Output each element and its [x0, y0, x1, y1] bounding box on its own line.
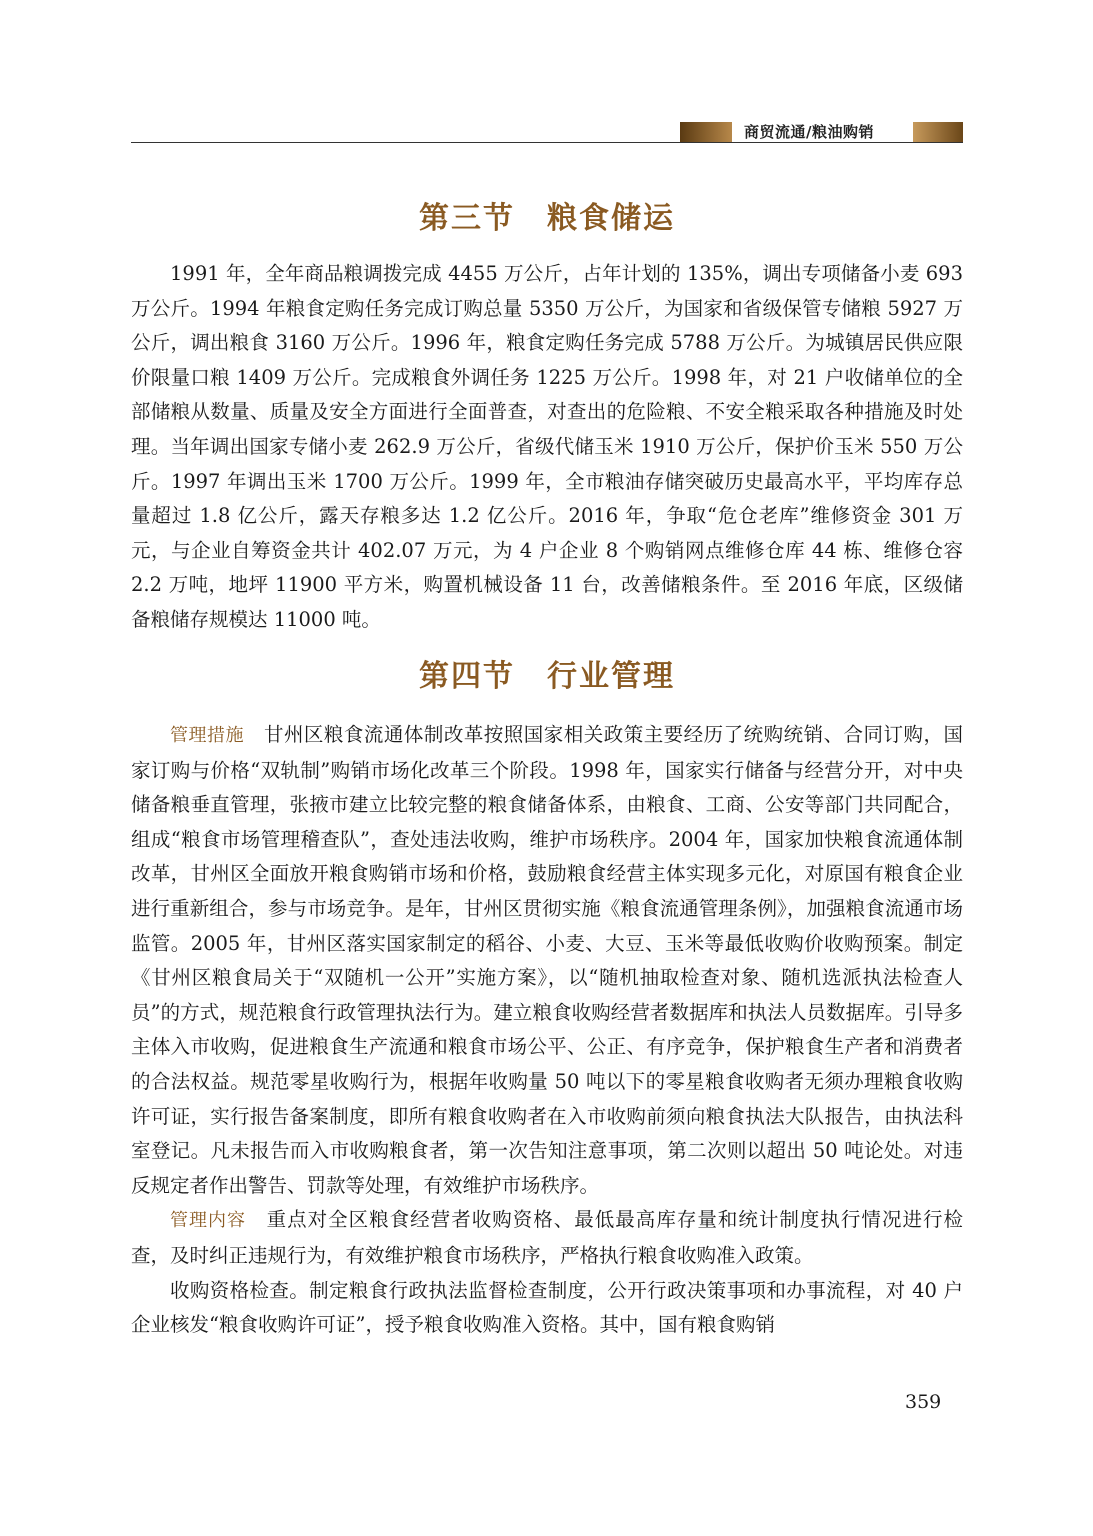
running-header-title: 商贸流通/粮油购销: [744, 123, 874, 141]
paragraph-keyword: 管理内容: [170, 1210, 247, 1232]
header-ornament-left: [680, 122, 732, 142]
paragraph-text: 重点对全区粮食经营者收购资格、最低最高库存量和统计制度执行情况进行检查，及时纠正违规行为，有效维护粮食市场秩序，严格执行粮食收购准入政策。: [131, 1208, 963, 1267]
header-ornament-right: [913, 122, 963, 142]
running-header: [680, 122, 963, 142]
section-3-body: [131, 257, 963, 638]
paragraph: [131, 1203, 963, 1273]
paragraph: [131, 1274, 963, 1343]
paragraph-keyword: 管理措施: [170, 725, 244, 746]
section-4-body: [131, 718, 963, 1343]
section-title-4: 第四节 行业管理: [419, 659, 675, 694]
paragraph: [131, 718, 963, 1203]
paragraph-text: 甘州区粮食流通体制改革按照国家相关政策主要经历了统购统销、合同订购，国家订购与价格“双轨制”购销市场化改革三个阶段。1998 年，国家实行储备与经营分开，对中央储备粮垂直管理，张掖市建立比较完整的粮食储备体系，由粮食、工商、公安等部门共同配合，组成“粮食市场管理稽查队”，查处违法收购，维护市场秩序。2004 年，国家加快粮食流通体制改革，甘州区全面放开粮食购销市场和价格，鼓励粮食经营主体实现多元化，对原国有粮食企业进行重新组合，参与市场竞争。是年，甘州区贯彻实施《粮食流通管理条例》，加强粮食流通市场监管。2005 年，甘州区落实国家制定的稻谷、小麦、大豆、玉米等最低收购价收购预案。制定《甘州区粮食局关于“双随机一公开”实施方案》，以“随机抽取检查对象、随机选派执法检查人员”的方式，规范粮食行政管理执法行为。建立粮食收购经营者数据库和执法人员数据库。引导多主体入市收购，促进粮食生产流通和粮食市场公平、公正、有序竞争，保护粮食生产者和消费者的合法权益。规范零星收购行为，根据年收购量 50 吨以下的零星粮食收购者无须办理粮食收购许可证，实行报告备案制度，即所有粮食收购者在入市收购前须向粮食执法大队报告，由执法科室登记。凡未报告而入市收购粮食者，第一次告知注意事项，第二次则以超出 50 吨论处。对违反规定者作出警告、罚款等处理，有效维护市场秩序。: [131, 723, 963, 1197]
paragraph: 1991 年，全年商品粮调拨完成 4455 万公斤，占年计划的 135%，调出专项储备小麦 693 万公斤。1994 年粮食定购任务完成订购总量 5350 万公斤，为国家和省级保管专储粮 5927 万公斤，调出粮食 3160 万公斤。1996 年，粮食定购任务完成 5788 万公斤。为城镇居民供应限价限量口粮 1409 万公斤。完成粮食外调任务 1225 万公斤。1998 年，对 21 户收储单位的全部储粮从数量、质量及安全方面进行全面普查，对查出的危险粮、不安全粮采取各种措施及时处理。当年调出国家专储小麦 262.9 万公斤，省级代储玉米 1910 万公斤，保护价玉米 550 万公斤。1997 年调出玉米 1700 万公斤。1999 年，全市粮油存储突破历史最高水平，平均库存总量超过 1.8 亿公斤，露天存粮多达 1.2 亿公斤。2016 年，争取“危仓老库”维修资金 301 万元，与企业自筹资金共计 402.07 万元，为 4 户企业 8 个购销网点维修仓库 44 栋、维修仓容 2.2 万吨，地坪 11900 平方米，购置机械设备 11 台，改善储粮条件。至 2016 年底，区级储备粮储存规模达 11000 吨。: [131, 262, 963, 631]
page-number: 359: [905, 1391, 942, 1413]
section-title-3: 第三节 粮食储运: [419, 201, 675, 236]
header-divider: [131, 142, 963, 143]
paragraph-text: 收购资格检查。制定粮食行政执法监督检查制度，公开行政决策事项和办事流程，对 40 户企业核发“粮食收购许可证”，授予粮食收购准入资格。其中，国有粮食购销: [131, 1278, 963, 1337]
